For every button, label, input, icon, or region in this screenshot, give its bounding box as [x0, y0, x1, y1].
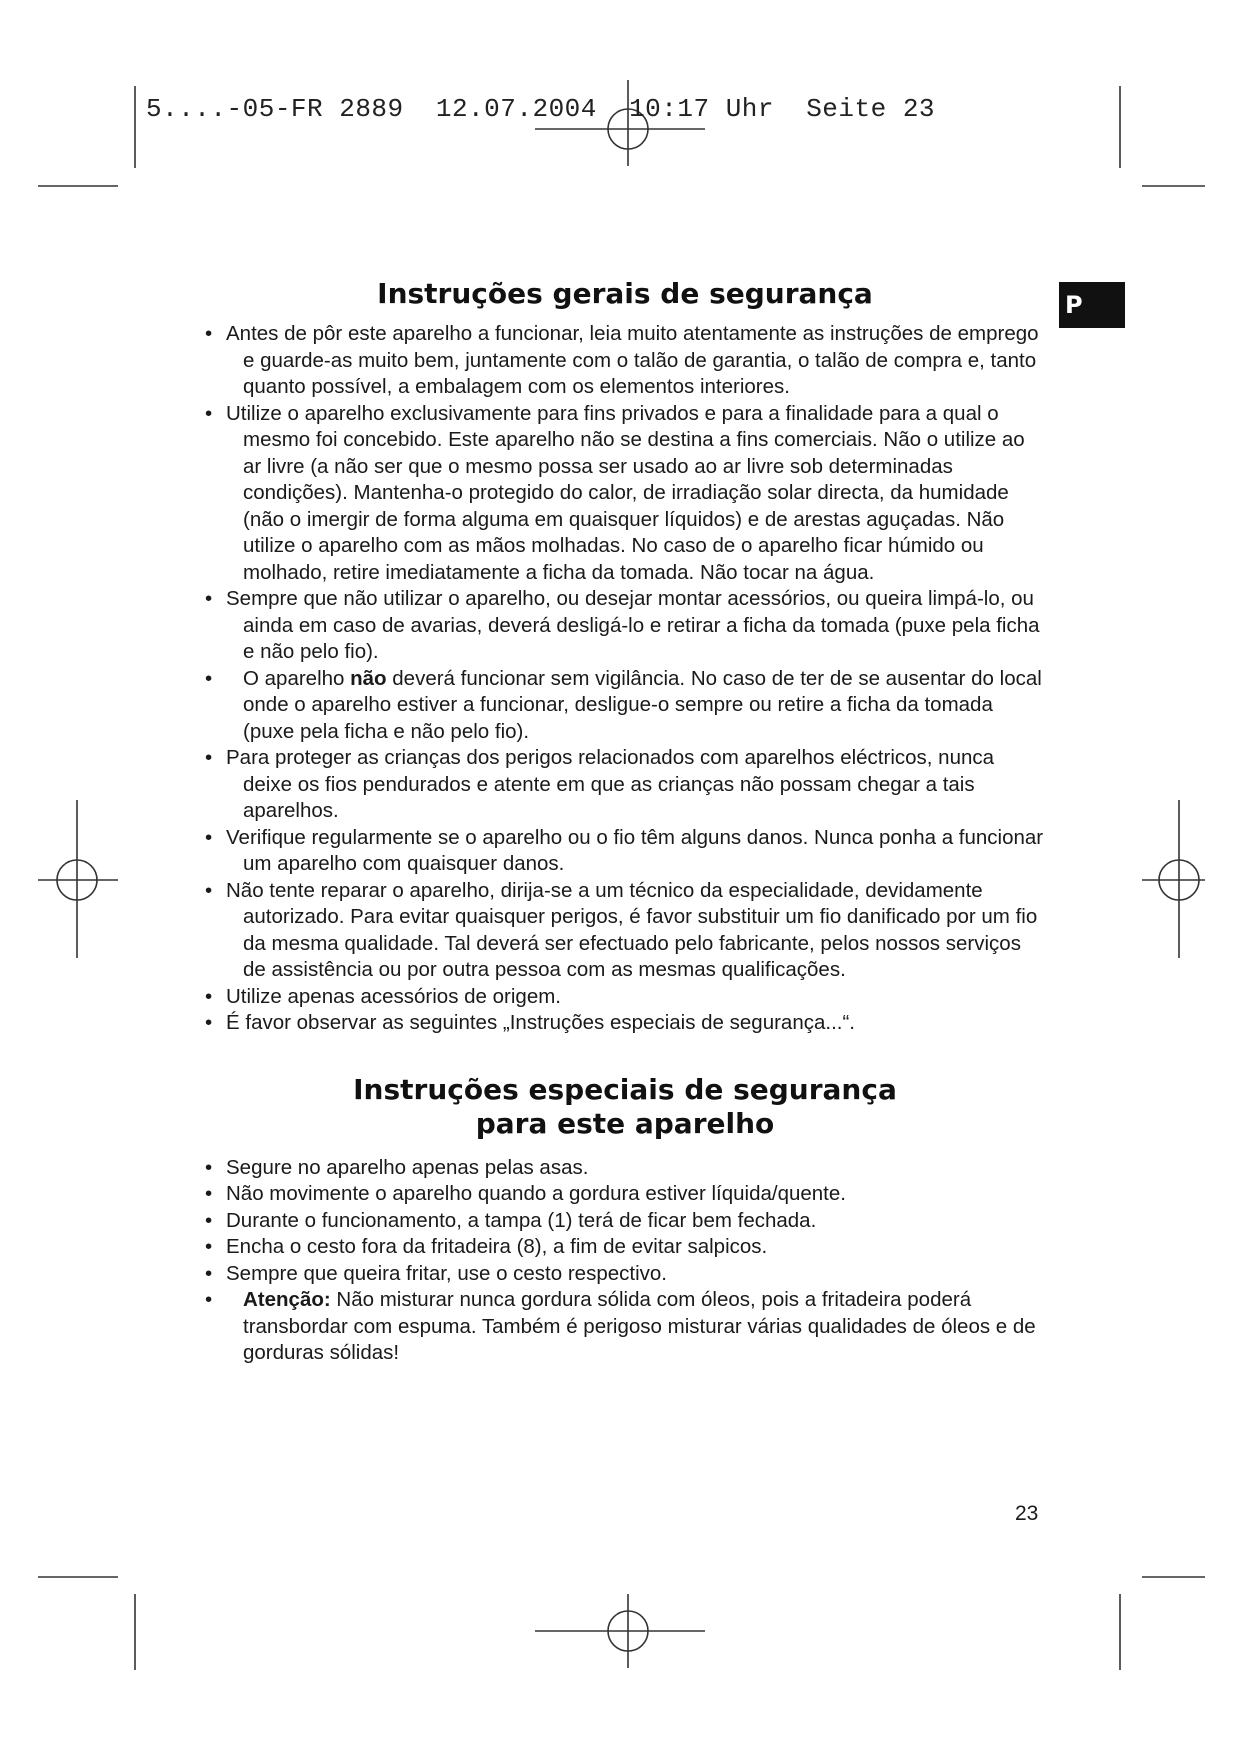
list-item: • O aparelho não deverá funcionar sem vigilância. No caso de ter de se ausentar do local onde o aparelho estiver a funcionar, desligue-o sempre ou retire a ficha da tomada (puxe pela ficha e não pelo fio).: [205, 666, 1042, 743]
list-item: • Segure no aparelho apenas pelas asas.: [205, 1155, 589, 1179]
list-item: • Verifique regularmente se o aparelho ou o fio têm alguns danos. Nunca ponha a funcionar um aparelho com quaisquer danos.: [205, 825, 1044, 875]
list-item: • Durante o funcionamento, a tampa (1) terá de ficar bem fechada.: [205, 1208, 817, 1232]
list-item: • Encha o cesto fora da fritadeira (8), a fim de evitar salpicos.: [205, 1235, 768, 1258]
list-item: • Utilize apenas acessórios de origem.: [205, 984, 561, 1008]
general-safety-list: [205, 321, 1045, 1037]
list-item: • É favor observar as seguintes „Instruções especiais de segurança...“.: [205, 1011, 855, 1034]
list-item: • Não tente reparar o aparelho, dirija-se a um técnico da especialidade, devidamente autorizado. Para evitar quaisquer perigos, é favor substituir um fio danificado por um fio da mesma qualidade. Tal deverá ser efectuado pelo fabricante, pelos nossos serviços de assistência ou por outra pessoa com as mesmas qualificações.: [205, 878, 1038, 981]
language-tab: P: [1059, 282, 1125, 328]
page-number: 23: [1015, 1502, 1039, 1525]
page-content: [205, 277, 1045, 1367]
special-safety-list: [205, 1155, 1045, 1367]
list-item: • Antes de pôr este aparelho a funcionar, leia muito atentamente as instruções de emprego e guarde-as muito bem, juntamente com o talão de garantia, o talão de compra e, tanto quanto possível, a embalagem com os elementos interiores.: [205, 322, 1039, 398]
list-item: • Não movimente o aparelho quando a gordura estiver líquida/quente.: [205, 1182, 846, 1205]
list-item: • Sempre que não utilizar o aparelho, ou desejar montar acessórios, ou queira limpá-lo, ou ainda em caso de avarias, deverá desligá-lo e retirar a ficha da tomada (puxe pela ficha e não pelo fio).: [205, 587, 1040, 663]
print-slug-header: 5....-05-FR 2889 12.07.2004 10:17 Uhr Seite 23: [146, 94, 936, 124]
list-item: • Sempre que queira fritar, use o cesto respectivo.: [205, 1261, 667, 1285]
list-item: • Utilize o aparelho exclusivamente para fins privados e para a finalidade para a qual o mesmo foi concebido. Este aparelho não se destina a fins comerciais. Não o utilize ao ar livre (a não ser que o mesmo possa ser usado ao ar livre sob determinadas condições). Mantenha-o protegido do calor, de irradiação solar directa, da humidade (não o imergir de forma alguma em quaisquer líquidos) e de arestas aguçadas. Não utilize o aparelho com as mãos molhadas. No caso de o aparelho ficar húmido ou molhado, retire imediatamente a ficha da tomada. Não tocar na água.: [205, 401, 1025, 584]
general-safety-title: Instruções gerais de segurança: [377, 277, 873, 310]
list-item: • Atenção: Não misturar nunca gordura sólida com óleos, pois a fritadeira poderá transbordar com espuma. Também é perigoso misturar várias qualidades de óleos e de gorduras sólidas!: [205, 1288, 1036, 1364]
special-safety-title: Instruções especiais de segurança para este aparelho: [353, 1072, 897, 1140]
list-item: • Para proteger as crianças dos perigos relacionados com aparelhos eléctricos, nunca deixe os fios pendurados e atente em que as crianças não possam chegar a tais aparelhos.: [205, 746, 995, 822]
emphasis-text: não: [350, 666, 387, 690]
warning-label: Atenção:: [243, 1288, 331, 1311]
